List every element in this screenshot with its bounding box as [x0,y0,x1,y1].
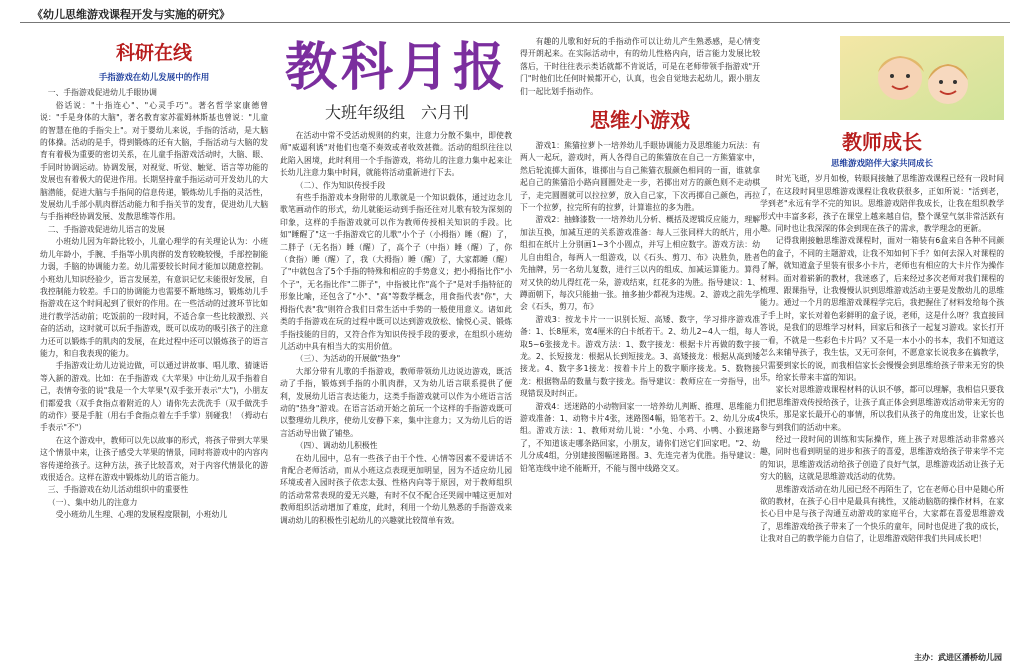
masthead-title: 教科月报 [284,37,509,98]
research-paragraph: 二、手指游戏促进幼儿语言的发展 [47,224,165,234]
game-paragraph: 游戏2：抽蜂漆数一一培养幼儿分析、概括及逻辑反应能力，理解加法互换，加减互逆的关系游戏准备：每人三张同样大的纸片，用小组扣在纸片上分别画1~3个小圆点，并写上相应数字。游戏方法：幼儿自由组合，每两人一组游戏，以《石头、剪刀、布》决胜负，胜者先抽牌，另一名幼儿复数，进行三以内的组成、加减运算能力。算得对又快的幼儿得红花一朵，游戏结束，红花多的为胜。指导建议：1、蹲面朝下，每次只能抽一张。抽多抽少都视为违规。2、游戏之前先学会《石头，剪刀，布》 [520,215,760,312]
research-paragraph: （一）、集中幼儿的注意力 [47,497,138,507]
teacher-paragraph: 时光飞逝，岁月如梭，转眼间接触了思维游戏课程已经有一段时间了，在这段时间里思维游戏课程让我收获很多，正如所说："活到老，学到老"永远有学不完的知识。思维游戏陪伴我成长，让我在组织教学形式中丰富多彩，孩子在课堂上越来越自信，整个课堂气氛非常活跃有趣。同时也让我深深的体会到现在孩子的需求，教学理念的更新。 [760,174,1004,234]
research-heading: 科研在线 [115,42,192,64]
research-column [40,40,268,660]
research-subheading: 手指游戏在幼儿发展中的作用 [98,73,210,83]
research-paragraph: 小班幼儿因为年龄比较小，儿童心理学的有关理论认为：小班幼儿年龄小，手腕、手指等小肌肉群的发育较晚较慢，手部控制能力弱，手脑的协调能力差。幼儿需要较长时间才能加以随意控制。小班幼儿知识经验少，语言发展差，有意识记忆未能很好发展，自我控制能力较差。手口的协调能力也需要不断地练习，锻炼幼儿手指游戏在这个时间起到了很好的作用。在一些活动的过渡环节比如进行教学活动前；吃饭前的一段时间，不适合拿一些比较激烈、兴奋的活动，这时就可以玩手指游戏，既可以成功的吸引孩子的注意力还可以锻炼手的肌肉的发展，在此过程中还可以锻炼孩子的语言能力，和自我表现的能力。 [40,237,268,358]
teacher-paragraph: 家长对思维游戏课程材料的认识不够，都可以理解，我相信只要我们把思维游戏传授给孩子，让孩子真正体会到思维游戏活动带来无穷的快乐，那是家长最开心的事情，所以我们从孩子的角度出发，让家长也参与到我们的活动中来。 [760,385,1004,432]
masthead-subtitle: 大班年级组 六月刊 [324,103,469,122]
research-paragraph: 在这个游戏中，教师可以先以故事的形式，将孩子带到大苹果这个情景中来，让孩子感受大苹果的情景，同时将游戏中的内容内容传递给孩子。这种方法，孩子比较喜欢，对于内容代情景化的游戏很适合。这样在游戏中锻炼幼儿的语言能力。 [40,435,268,482]
research-paragraph: 三、手指游戏在幼儿活动组织中的重要性 [47,485,189,495]
games-heading: 思维小游戏 [590,108,690,133]
teacher-column [760,36,1004,660]
games-column [520,36,760,660]
games-intro: 有趣的儿歌和好玩的手指动作可以让幼儿产生熟悉感，是心情变得开朗起来。在实际活动中，有的幼儿性格内向，语言能力发展比较落后，干时往往表示类话就都不肯说话，可是在老师带领手指游戏"开门"时他们比任何时候都开心，认真，也会自觉地去起幼儿，跟小朋友们一起比划手指动作。 [520,37,760,96]
header-title: 《幼儿思维游戏课程开发与实施的研究》 [32,8,230,21]
game-paragraph: 游戏3：按龙卡片一一识别长短、高矮、数字，学习排序游戏准备：1、长8厘米，宽4厘米的白卡纸若干。2、幼儿2~4人一组，每人取5~6张接龙卡。游戏方法：1、数字接龙：根据卡片再做的数字接龙。2、长短接龙：根据从长到短接龙。3、高矮接龙：根据从高到矮接龙。4、数字多1接龙：按着卡片上的数字顺序接龙。5、数物接龙：根据物品的数量与数字接龙。指导建议：教师应在一旁指导，出现错误及时纠正。 [520,314,760,399]
teacher-paragraph: 思维游戏活动在幼儿园已经不再陌生了，它在老师心目中是随心所欲的教材，在孩子心目中是最具有挑性，又能动脑筋的操作材料，在家长心目中是与孩子沟通互动游戏的家庭平台，大家都在喜爱思维游戏了，思维游戏给孩子带来了一个快乐的童年，同时也促进了我的成长，让我对自己的教学能力自信了，让思维游戏陪伴我们共同成长吧！ [760,484,1004,544]
teacher-paragraph: 记得我刚接触思维游戏课程时，面对一箱装有6盒来自各种不同颜色的盒子，不同的主题游戏，让我不知如何下手？如何去深入对课程的了解，就知道盒子里装有很多小卡片，老师也有相应的大卡片作为操作材料。面对着崭新的教材，我迷惑了，后来经过多次老师对我们课程的梳理、跟课指导，让我慢慢认识到思维游戏活动主要是发散幼儿的思维能力。通过一个月的思维游戏课程学完后，我把握住了材料发给每个孩子手上时，家长对着色彩鲜明的盒子说，老师，这是什么呀？我直接回答说，是我们的思维学习材料，回家后和孩子一起复习游戏。家长打开一看，不就是一些彩色卡片吗？又不是一本小小的书本，我们不知道这怎么来辅导孩子，我生怯，又无可奈何，不愿意家长说我多在搞教学，只需要到家长的说，而我相信家长会慢慢会到思维给孩子带来无穷的快乐，给家长带来丰富的知识。 [760,236,1004,382]
masthead [282,38,512,128]
teacher-heading: 教师成长 [842,130,922,154]
footer-sponsor: 主办：武进区潘桥幼儿园 [914,653,1002,662]
article-paragraph: 大部分带有儿歌的手指游戏，教师带领幼儿边说边游戏，既活动了手指，锻炼到手指的小肌肉群，又为幼儿语言联系提供了便利，发展幼儿语言表达能力，这类手指游戏就可以作为小班语言活动的"热身"游戏。在语言活动开始之前玩一个这样的手指游戏既可以整理幼儿秩序，使幼儿安静下来，集中注意力；又为幼儿后的语言活动导出做了铺垫。 [280,366,512,438]
page-header [0,0,1024,24]
article-paragraph: 有些手指游戏本身附带的儿歌就是一个知识载体，通过边念儿歌笔画动作的形式，幼儿就能运动到手指还往对儿歌有较为深刻的印象，这样的手指游戏就可以作为教师传授相关知识的手段。比如"睡醒了"这一手指游戏它的儿歌"小个子（小拇指）睡（醒）了，二胖子（无名指）睡（醒）了，高个子（中指）睡（醒）了，你（食指）睡（醒）了，我（大拇指）睡（醒）了，大家都睡（醒）了"中就包含了5个手指的特殊和相应的手势意义；把小拇指比作"小个子"，无名指比作"二胖子"，中指被比作"高个子"是对手指特征的形象比喻，还包含了"小"、"高"等数学概念，用食指代表"你"，大拇指代表"我"则符合我们日常生活中手势的一般使用意义。诸如此类的手指游戏在玩的过程中既可以达到游戏放松、愉悦心灵、锻炼手指技能的目的，又符合作为知识传授手段的要求，在组织小班幼儿活动中具有相当大的实用价值。 [280,193,512,351]
article-paragraph: （四）、调动幼儿积极性 [295,441,378,451]
research-paragraph: 手指游戏让幼儿边说边做，可以通过讲故事、唱儿歌、猜谜语等入新的游戏。比如：在手指游戏《大苹果》中让幼儿双手指着自己，表情夸张的说"我是一个大苹果"(双手张开表示"大")，小朋友们都爱我（双手食指点着附近的人）请你先去洗洗手（双手做洗手的动作）要是手脏（用右手食指点着左手手掌）别碰我！（拇动右手表示"不"） [40,361,268,433]
research-paragraph: 受小班幼儿生理、心理的发展程度限制，小班幼儿 [55,510,228,520]
game-paragraph: 游戏1：熊猫拉萝卜一培养幼儿手眼协调能力及思维能力玩法：有两人一起玩，游戏时，两人各得自己的熊猫放在自己一方熊猫家中，然后轮流掷大面体，谁掷出与自己熊猫衣服颜色相同的一面，谁就拿起自己的熊猫沿小路向圆圈处走一步，若掷出对方的颜色则不走动棋子，走完圆圈就可以拉拉萝，放入自己家，下次再掷自己颜色，再拉下一个拉萝，拉完所有的拉萝，计算谁拉的多为胜。 [520,141,760,213]
teacher-paragraph: 经过一段时间的训练和实际操作，班上孩子对思维活动非常感兴趣，同时也看到明显的进步和孩子的喜爱，思维游戏给孩子带来学不完的知识，思维游戏活动给孩子创造了良好气氛，思维游戏活动让孩子无穷大的脑，这就是思维游戏活动的优势。 [760,434,1004,482]
article-paragraph: 在幼儿园中，总有一些孩子由于个性、心情等因素不爱讲话不肯配合老师活动，而从小班这点表现更加明显，因为不适应幼儿园环境或者入园时孩子依恋太强、性格内向等于原因，对于教师组织的活动常常表现的爱无兴趣，有时不仅不配合还哭闹中哺这更加对教师组织活动增加了难度，此时，利用一个幼儿熟悉的手指游戏来调动幼儿的积极性引起幼儿的兴趣就比较简单有效。 [280,453,512,525]
teacher-subheading: 思维游戏陪伴大家共同成长 [830,159,933,169]
research-paragraph: 俗话说："十指连心"、"心灵手巧"。著名哲学家康德曾说："手是身体的大脑"，著名教育家苏霍姆林斯基也曾说："儿童的智慧在他的手指尖上"。对于婴幼儿来说，手指的活动，是大脑的体操。活动的是手，得到锻炼的还有大脑，手指活动与大脑的发育有着极为重要的密切关系，在儿童手指游戏活动时，大脑、眼、手同时协调运动。协调发展，对视觉、听觉、触觉、语言等功能的发展也有着极大的促进作用。长期坚持童手指运动可开发幼儿的大脑潜能，促进大脑与手指间的信息传递，锻炼幼儿手指的灵活性，发展幼儿手部小肌肉群活动能力和手指关节的发育，促进幼儿大脑与手指神经协调发展、发散思维等作用。 [40,100,268,222]
article-paragraph: 在活动中常不受活动规则的约束，注意力分散不集中，即使教师"威逼利诱"对他们也毫不奏效或者收效甚微。活动的组织往往以此陷入困境，此时利用一个手指游戏，将幼儿的注意力集中起来让长幼儿注意力集中时间，就能将活动重新进行下去。 [280,131,512,178]
article-column-2 [280,130,512,660]
article-paragraph: （二）、作为知识传授手段 [295,180,386,190]
research-paragraph: 一、手指游戏促进幼儿手眼协调 [47,88,157,98]
game-paragraph: 游戏4：送迷路的小动物回家一一培养幼儿判断、推理、思维能力游戏准备：1、动物卡片4张，迷路图4幅，铅笔若干。2、幼儿分成4组。游戏方法：1、教师对幼儿说："小兔、小鸡、小鸭、小猴迷路了，不知道该走哪条路回家，小朋友，请你们送它们回家吧。"2、幼儿分成4组，分别建接图幅迷路图。3、先连完者为优胜。指导建议：铅笔连线中途不能断开，不能与图中线路交叉。 [520,401,760,473]
article-paragraph: （三）、为活动的开展做"热身" [295,354,401,364]
header-divider [20,22,1010,23]
